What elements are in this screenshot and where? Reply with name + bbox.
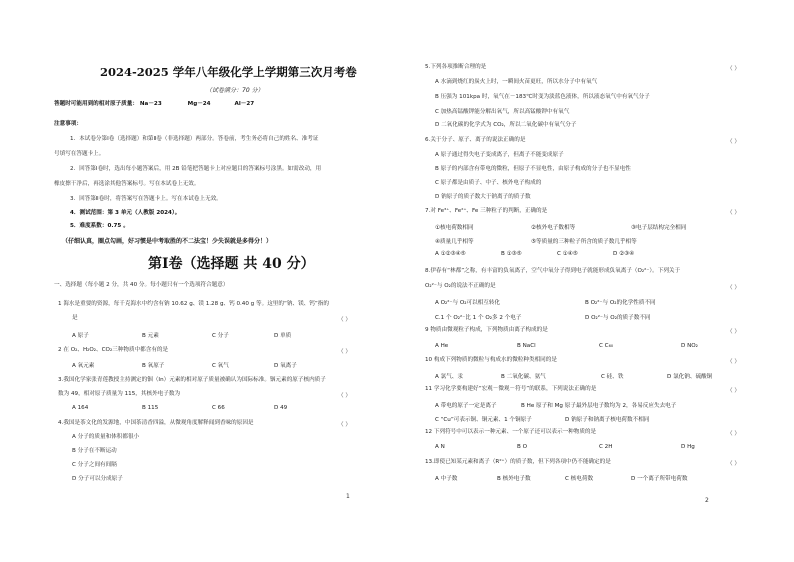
question-3-stem: 3.我国化学家张青莲教授主持测定的铟（In）元素的相对原子质量被确认为国际标准。铟元素的原子核内质子 [58,377,326,383]
question-11-options-row2 [435,415,649,423]
answer-blank: （ ） [727,139,740,145]
note-line: 橡皮擦干净后，再选涂其他答案标号。写在本试卷上无效。 [54,181,200,187]
question-10-stem: 10 构成下列物质的微粒与构成水的微粒种类相同的是 [425,357,557,363]
atomic-mass-al: Al－27 [234,101,255,107]
motto: （仔细认真，圈点勾画，好习惯是中考取胜的不二法宝！少失误就是多得分！） [62,238,273,245]
note-line: 3．回答第Ⅱ卷时，将答案写在答题卡上。写在本试卷上无效。 [70,196,222,202]
question-7-items-row1 [435,223,686,231]
statement-item: ④质量几乎相等 [435,239,474,245]
option-d: D Hg [681,444,695,450]
option-c: C 核电荷数 [565,476,594,482]
question-6-stem: 6.关于分子、原子、离子的说法正确的是 [425,137,526,143]
answer-blank: （ ） [727,285,740,291]
answer-blank: （ ） [727,461,740,467]
question-11-options-row1 [435,401,676,409]
option-a: A 中子数 [435,476,458,482]
option-d: D 氯化钠、硫酸铜 [667,374,713,380]
question-8-stem-cont: O₂²⁻与 O₂的说法不正确的是 [425,283,496,289]
option-b: B O [517,444,528,450]
option-d: D 氧离子 [274,363,297,369]
page-number: 2 [705,497,709,504]
option-d: D 49 [274,405,288,411]
option-c: C 2H [599,444,613,450]
option-b: B 压强为 101kpa 时，氧气在－183℃时变为淡蓝色液体，所以液态氧气中有氧气分子 [435,94,650,100]
question-8-options-row2 [435,313,651,321]
question-10-options [435,372,712,380]
option-a: A He [435,343,449,349]
answer-blank: （ ） [727,359,740,365]
option-d: D O₂²⁻与 O₂的质子数不同 [585,315,651,321]
option-a: A N [435,444,445,450]
answer-blank: （ ） [338,317,351,323]
option-b: B 二氧化碳、氨气 [501,374,546,380]
option-c: C 66 [212,405,225,411]
option-d: D 二氧化碳的化学式为 CO₂，所以二氧化碳中有氧气分子 [435,122,577,128]
question-7-options [435,251,634,257]
answer-blank: （ ） [727,329,740,335]
question-11-stem: 11 学习化学要构建好“宏观－微观－符号”的联系，下列说法正确的是 [425,386,597,392]
option-c: C C₆₀ [599,343,614,349]
option-d: D ②③④ [613,251,635,257]
question-2-stem: 2 在 O₂、H₂O₂、CO₂三种物质中都含有的是 [58,347,169,353]
option-b: B 氧原子 [142,363,165,369]
question-12-stem: 12 下列符号中可以表示一种元素、一个原子还可以表示一种物质的是 [425,429,597,435]
answer-blank: （ ） [727,210,740,216]
question-12-options [435,444,695,450]
option-d: D 钠原子的质子数大于钠离子的质子数 [435,194,531,200]
answer-blank: （ ） [727,66,740,72]
note-line: 2．回答第Ⅰ卷时，选出每小题答案后，用 2B 铅笔把答题卡上对应题目的答案标号涂黑。如需改动，用 [70,166,322,172]
section-heading: 第Ⅰ卷（选择题 共 40 分） [148,256,315,272]
option-c: C 分子 [212,333,229,339]
question-4-stem: 4.我国是茶文化的发源地，中国茶清香四溢，从微观角度解释闻到香味的原因是 [58,420,254,426]
note-line: 5．难度系数：0.75 。 [70,223,129,229]
question-1-stem-cont: 是 [72,315,78,321]
question-3-options [72,405,287,411]
question-3-stem-cont: 数为 49，相对原子质量为 115，其核外电子数为 [58,391,181,397]
option-c: C.1 个 O₂²⁻比 1 个 O₂多 2 个电子 [435,315,522,321]
page-number: 1 [346,493,350,500]
option-c: C 氧气 [212,363,229,369]
atomic-mass-line [54,101,254,108]
option-a: A 氯气、汞 [435,374,463,380]
question-5-stem: 5.下列各项推断合理的是 [425,64,487,70]
question-9-stem: 9 物质由微观粒子构成，下列物质由离子构成的是 [425,327,548,333]
option-d: D NO₂ [681,343,698,349]
option-b: B 分子在不断运动 [72,448,117,454]
option-b: B 核外电子数 [497,476,531,482]
option-b: B He 原子和 Mg 原子最外层电子数均为 2，各易反应失去电子 [521,403,677,409]
atomic-mass-mg: Mg－24 [187,101,211,107]
option-a: A ①②③④⑤ [435,251,466,257]
answer-blank: （ ） [338,349,351,355]
option-a: A O₂²⁻与 O₂可以相互转化 [435,300,501,306]
option-a: A 带电的原子一定是离子 [435,403,497,409]
question-13-options [435,474,687,482]
option-a: A 原子通过得失电子变成离子，但离子不能变成原子 [435,152,564,158]
question-1-stem: 1 海水是重要的资源，每千克海水中约含有钠 10.62 g、镁 1.28 g、钙 0.40 g 等。这里的“钠、镁、钙”指的 [58,301,329,307]
question-8-options-row1 [435,298,656,306]
option-b: B 元素 [142,333,159,339]
option-d: D 单质 [274,333,292,339]
question-8-stem: 8.伊春有“林都”之称，有丰富的负氧离子，空气中氧分子得到电子就能形成负氧离子（O₂²⁻）。下列关于 [425,268,681,274]
option-b: B O₂²⁻与 O₂的化学性质不同 [585,300,656,306]
option-c: C 加热高锰酸钾能分解出氧气，所以高锰酸钾中有氧气 [435,109,570,115]
answer-blank: （ ） [727,431,740,437]
note-line: 1．本试卷分第Ⅰ卷（选择题）和第Ⅱ卷（非选择题）两部分。答卷前，考生务必将自己的姓名、准考证 [70,136,319,142]
atomic-mass-label: 答题时可能用到的相对原子质量： [54,101,138,107]
option-a: A 原子 [72,333,89,339]
option-a: A 水滴到烧红的炭火上时，一瞬间火苗更旺，所以水分子中有氧气 [435,79,598,85]
answer-blank: （ ） [727,388,740,394]
notes-title: 注意事项： [54,121,82,127]
option-c: C 原子都是由质子、中子、核外电子构成的 [435,180,542,186]
question-7-stem: 7.对 Fe³⁺、Fe²⁺、Fe 三种粒子的判断，正确的是 [425,208,548,214]
question-7-items-row2 [435,237,637,245]
option-d: D 钠原子和钠离子核电荷数不相同 [565,417,650,423]
option-c: C 硅、铁 [601,374,624,380]
exam-title: 2024-2025 学年八年级化学上学期第三次月考卷 [100,65,357,79]
option-b: B ①③⑤ [501,251,522,257]
right-page [397,0,794,562]
statement-item: ⑤等质量的三种粒子所含的质子数几乎相等 [531,239,637,245]
option-a: A 分子的质量和体积都很小 [72,434,140,440]
option-c: C ①④⑤ [557,251,578,257]
question-9-options [435,343,698,349]
question-2-options [72,361,297,369]
option-c: C “Cu”可表示铜、铜元素、1 个铜原子 [435,417,532,423]
question-13-stem: 13.即使已知某元素和离子（R²⁺）的质子数，但下列各项中仍不能确定的是 [425,459,611,465]
answer-blank: （ ） [338,422,351,428]
statement-item: ②核外电子数相等 [531,225,576,231]
option-c: C 分子之间有间隔 [72,462,117,468]
statement-item: ③电子层结构完全相同 [631,225,687,231]
question-1-options [72,331,291,339]
note-line: 号填写在答题卡上。 [54,151,105,157]
option-d: D 一个离子所带电荷数 [631,476,688,482]
option-b: B 原子的内部含有带电的微粒，但原子不显电性，由原子构成的分子也不显电性 [435,166,631,172]
option-d: D 分子可以分成原子 [72,476,123,482]
statement-item: ①核电荷数相同 [435,225,474,231]
atomic-mass-na: Na－23 [139,101,162,107]
answer-blank: （ ） [338,393,351,399]
option-b: B 115 [142,405,159,411]
section-intro: 一、选择题（每小题 2 分，共 40 分。每小题只有一个选项符合题意） [54,282,229,288]
option-a: A 164 [72,405,89,411]
option-a: A 氧元素 [72,363,95,369]
option-b: B NaCl [517,343,536,349]
full-score-note: （试卷满分：70 分） [206,87,264,94]
note-line: 4．测试范围：第 3 单元（人教版 2024）。 [70,210,181,216]
